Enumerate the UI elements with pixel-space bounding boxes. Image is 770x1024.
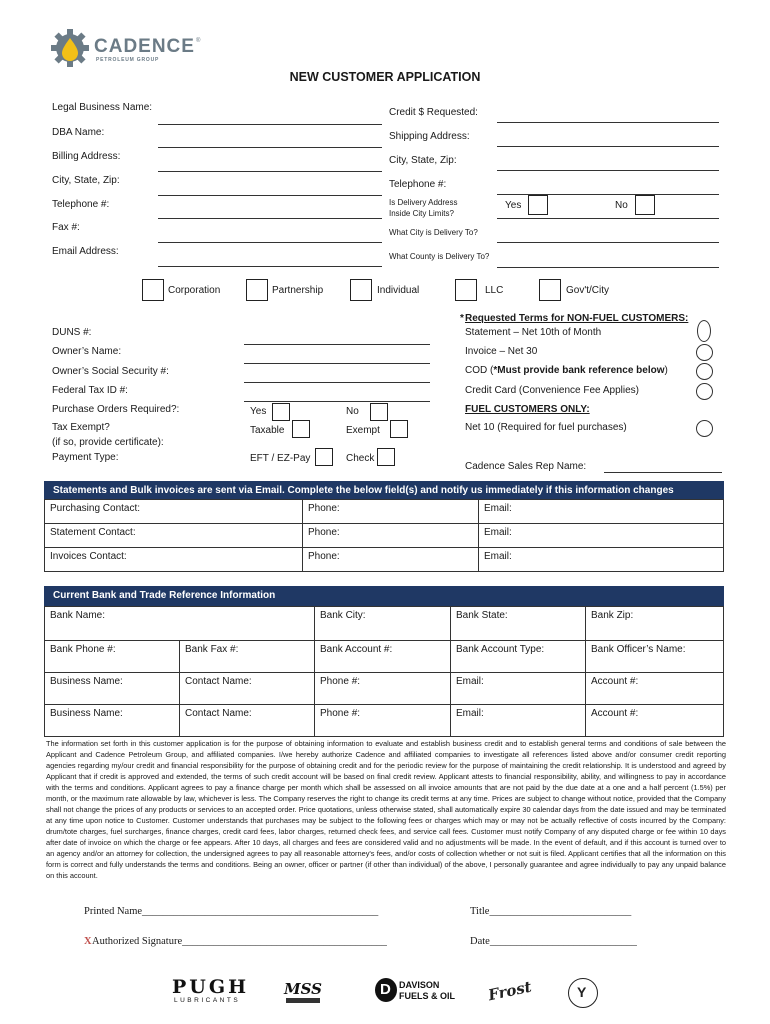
circle-y-logo-text: Y	[577, 984, 587, 1000]
ref2-business-name-cell[interactable]: Business Name:	[45, 705, 180, 737]
exempt-checkbox[interactable]	[390, 420, 408, 438]
net10-radio[interactable]	[696, 420, 713, 437]
govt-city-checkbox[interactable]	[539, 279, 561, 301]
invoices-email-cell[interactable]: Email:	[479, 548, 724, 572]
form-title: NEW CUSTOMER APPLICATION	[289, 70, 481, 84]
shipping-address-field[interactable]	[497, 146, 719, 147]
table-row	[45, 705, 724, 737]
brand-tagline: PETROLEUM GROUP	[96, 57, 160, 63]
bank-city-cell[interactable]: Bank City:	[315, 607, 451, 641]
statement-phone-cell[interactable]: Phone:	[303, 524, 479, 548]
invoice-term-label: Invoice – Net 30	[465, 346, 538, 357]
contacts-banner: Statements and Bulk invoices are sent via Email. Complete the below field(s) and notify us immediately if this information changes	[44, 481, 724, 499]
purchasing-contact-cell[interactable]: Purchasing Contact:	[45, 500, 303, 524]
owners-name-field[interactable]	[244, 363, 430, 364]
ref1-email-cell[interactable]: Email:	[451, 673, 586, 705]
delivery-yes-checkbox[interactable]	[528, 195, 548, 215]
mss-logo-bar	[286, 998, 320, 1003]
delivery-yes-label: Yes	[505, 200, 522, 211]
credit-requested-field[interactable]	[497, 122, 719, 123]
corporation-label: Corporation	[168, 285, 221, 296]
partnership-label: Partnership	[272, 285, 324, 296]
ref2-account-cell[interactable]: Account #:	[586, 705, 724, 737]
ref1-business-name-cell[interactable]: Business Name:	[45, 673, 180, 705]
credit-requested-label: Credit $ Requested:	[389, 107, 478, 118]
ref2-contact-name-cell[interactable]: Contact Name:	[180, 705, 315, 737]
federal-tax-id-field[interactable]	[244, 401, 430, 402]
partnership-checkbox[interactable]	[246, 279, 268, 301]
cod-prefix: COD (	[465, 365, 494, 376]
table-row	[45, 548, 724, 572]
cod-term-label	[465, 365, 668, 376]
statement-radio[interactable]	[697, 320, 711, 342]
davison-logo-initial: D	[380, 981, 391, 998]
ref1-account-cell[interactable]: Account #:	[586, 673, 724, 705]
company-logo	[50, 28, 210, 68]
owners-name-label: Owner’s Name:	[52, 346, 122, 357]
bank-banner: Current Bank and Trade Reference Information	[44, 586, 724, 606]
po-no-label: No	[346, 406, 359, 417]
frost-logo-text: Frost	[486, 977, 534, 1005]
owners-ssn-label: Owner’s Social Security #:	[52, 366, 169, 377]
dba-name-field[interactable]	[158, 147, 382, 148]
govt-city-label: Gov't/City	[566, 285, 610, 296]
billing-address-label: Billing Address:	[52, 151, 121, 162]
table-row	[45, 673, 724, 705]
purchasing-email-cell[interactable]: Email:	[479, 500, 724, 524]
eft-checkbox[interactable]	[315, 448, 333, 466]
legal-business-name-label: Legal Business Name:	[52, 102, 153, 113]
dba-name-label: DBA Name:	[52, 127, 105, 138]
davison-logo-line2: FUELS & OIL	[399, 991, 455, 1001]
ref1-contact-name-cell[interactable]: Contact Name:	[180, 673, 315, 705]
individual-label: Individual	[377, 285, 420, 296]
telephone-label: Telephone #:	[52, 199, 110, 210]
credit-card-term-label: Credit Card (Convenience Fee Applies)	[465, 385, 639, 396]
signature-x-mark: X	[84, 936, 92, 947]
corporation-checkbox[interactable]	[142, 279, 164, 301]
authorized-signature-line[interactable]: Authorized Signature_______________________________________	[92, 936, 387, 947]
bank-account-cell[interactable]: Bank Account #:	[315, 641, 451, 673]
taxable-checkbox[interactable]	[292, 420, 310, 438]
shipping-telephone-label: Telephone #:	[389, 179, 447, 190]
ref2-phone-cell[interactable]: Phone #:	[315, 705, 451, 737]
po-no-checkbox[interactable]	[370, 403, 388, 421]
statement-term-label: Statement – Net 10th of Month	[465, 327, 602, 338]
payment-type-label: Payment Type:	[52, 452, 119, 463]
net10-term-label: Net 10 (Required for fuel purchases)	[465, 422, 627, 433]
invoices-phone-cell[interactable]: Phone:	[303, 548, 479, 572]
owners-ssn-field[interactable]	[244, 382, 430, 383]
terms-heading-star: *	[460, 313, 464, 324]
delivery-question-line1: Is Delivery Address	[389, 198, 458, 207]
federal-tax-id-label: Federal Tax ID #:	[52, 385, 128, 396]
po-yes-label: Yes	[250, 406, 267, 417]
pugh-logo-subtext: LUBRICANTS	[174, 997, 241, 1004]
brand-name: CADENCE	[94, 36, 195, 57]
llc-checkbox[interactable]	[455, 279, 477, 301]
shipping-city-state-zip-field[interactable]	[497, 170, 719, 171]
duns-field[interactable]	[244, 344, 430, 345]
brand-registered-mark: ®	[196, 38, 201, 44]
po-yes-checkbox[interactable]	[272, 403, 290, 421]
mss-logo	[284, 978, 324, 1008]
cod-suffix: )	[664, 365, 668, 376]
mss-logo-text: MSS	[284, 980, 322, 998]
duns-label: DUNS #:	[52, 327, 92, 338]
davison-logo-line1: DAVISON	[399, 980, 440, 990]
cod-radio[interactable]	[696, 363, 713, 380]
individual-checkbox[interactable]	[350, 279, 372, 301]
table-row	[45, 641, 724, 673]
ref2-email-cell[interactable]: Email:	[451, 705, 586, 737]
legal-terms-paragraph: The information set forth in this customer application is for the purpose of obtaining information to evaluate and establish business credit and to establish general terms and conditions of sale between the Applicant and Cadence Petroleum Group, and affiliated companies. I/we hereby authorize Cadence and affiliated companies to investigate all references listed above and/or consumer credit reporting agencies regarding my/our credit and financial responsibility for the purpose of obtaining credit and for the periodic review for the purpose of maintaining the credit relationship. It is understood and agreed by Applicant that if credit is approved and extended, the terms of such credit account will be based on final credit review. Applicant attests to financial responsibility, ability, and willingness to pay in accordance with the terms and conditions. Applicant agrees to pay a finance charge per month which shall be assessed on all invoice amounts that are not paid by the due date at a one and a half percent (1.5%) per month, or the maximum rate allowable by law, whichever is less. The Company reserves the right to change its credit terms at any time. Prices are subject to change without notice, provided that the Company shall not change the prices of any products or services to an accepted order. Price quotations, unless otherwise stated, shall automatically expire 30 calendar days from the date issued and may be terminated at any time upon notice to Customer. Customer understands that purchases may be subject to the following fees or charges which may or may not be actually reflective of costs incurred by the Company: drum/tote charges, fuel surcharges, finance charges, credit card fees, labor charges, returned check fees, and service call fees. Customer must notify Company of any disputed charge or fee within 10 days after date of invoice on which the charge or fee appears. After 10 days, all charges and fees are considered valid and no adjustments will be made. In the event of default, and if this account is turned over to an agency and/or an attorney for collection, the undersigned agrees to pay all reasonable attorney's fees, and/or costs of collection whether or not suit is filed. Applicant certifies that all the information on this form is correct and fully understands the terms and conditions. Being an owner, officer or partner (if other than individual) of the above, I personally guarantee and agree individually to pay any unpaid balance on this account.	[46, 739, 726, 880]
davison-logo	[375, 976, 455, 1006]
email-address-field[interactable]	[158, 266, 382, 267]
shipping-address-label: Shipping Address:	[389, 131, 470, 142]
pugh-lubricants-logo	[170, 976, 250, 1006]
check-label: Check	[346, 453, 375, 464]
tax-exempt-note: (if so, provide certificate):	[52, 437, 164, 448]
printed-name-line[interactable]: Printed Name_____________________________________________	[84, 906, 379, 917]
purchasing-phone-cell[interactable]: Phone:	[303, 500, 479, 524]
telephone-field[interactable]	[158, 218, 382, 219]
frost-logo	[486, 976, 536, 1006]
fax-label: Fax #:	[52, 222, 80, 233]
legal-business-name-field[interactable]	[158, 124, 382, 125]
bank-name-cell[interactable]: Bank Name:	[45, 607, 315, 641]
tax-exempt-label: Tax Exempt?	[52, 422, 110, 433]
delivery-no-checkbox[interactable]	[635, 195, 655, 215]
bank-zip-cell[interactable]: Bank Zip:	[586, 607, 724, 641]
bank-account-type-cell[interactable]: Bank Account Type:	[451, 641, 586, 673]
invoice-radio[interactable]	[696, 344, 713, 361]
delivery-question-underline	[497, 218, 719, 219]
exempt-label: Exempt	[346, 425, 380, 436]
date-line[interactable]: Date____________________________	[470, 936, 637, 947]
bank-fax-cell[interactable]: Bank Fax #:	[180, 641, 315, 673]
statement-contact-cell[interactable]: Statement Contact:	[45, 524, 303, 548]
circle-y-logo	[568, 978, 598, 1008]
sales-rep-field[interactable]	[604, 472, 722, 473]
statement-email-cell[interactable]: Email:	[479, 524, 724, 548]
llc-label: LLC	[485, 285, 504, 296]
credit-card-radio[interactable]	[696, 383, 713, 400]
billing-city-state-zip-field[interactable]	[158, 195, 382, 196]
cod-bold-note: *Must provide bank reference below	[493, 365, 665, 376]
sales-rep-label: Cadence Sales Rep Name:	[465, 461, 587, 472]
contacts-table	[44, 499, 724, 572]
fuel-customers-heading: FUEL CUSTOMERS ONLY:	[465, 404, 590, 415]
pugh-logo-text: PUGH	[172, 976, 250, 998]
eft-label: EFT / EZ-Pay	[250, 453, 311, 464]
gear-drop-icon	[50, 28, 90, 68]
what-county-label: What County is Delivery To?	[389, 252, 490, 261]
table-row	[45, 524, 724, 548]
table-row	[45, 607, 724, 641]
delivery-question-line2: Inside City Limits?	[389, 209, 454, 218]
what-city-label: What City is Delivery To?	[389, 228, 478, 237]
what-county-field[interactable]	[497, 267, 719, 268]
shipping-city-state-zip-label: City, State, Zip:	[389, 155, 457, 166]
billing-city-state-zip-label: City, State, Zip:	[52, 175, 120, 186]
bank-state-cell[interactable]: Bank State:	[451, 607, 586, 641]
delivery-no-label: No	[615, 200, 628, 211]
bank-officer-cell[interactable]: Bank Officer’s Name:	[586, 641, 724, 673]
what-city-field[interactable]	[497, 242, 719, 243]
purchase-orders-label: Purchase Orders Required?:	[52, 404, 180, 415]
billing-address-field[interactable]	[158, 171, 382, 172]
terms-heading: Requested Terms for NON-FUEL CUSTOMERS:	[465, 313, 689, 324]
table-row	[45, 500, 724, 524]
bank-table	[44, 606, 724, 737]
check-checkbox[interactable]	[377, 448, 395, 466]
fax-field[interactable]	[158, 242, 382, 243]
invoices-contact-cell[interactable]: Invoices Contact:	[45, 548, 303, 572]
ref1-phone-cell[interactable]: Phone #:	[315, 673, 451, 705]
taxable-label: Taxable	[250, 425, 285, 436]
title-line[interactable]: Title___________________________	[470, 906, 632, 917]
email-address-label: Email Address:	[52, 246, 119, 257]
bank-phone-cell[interactable]: Bank Phone #:	[45, 641, 180, 673]
